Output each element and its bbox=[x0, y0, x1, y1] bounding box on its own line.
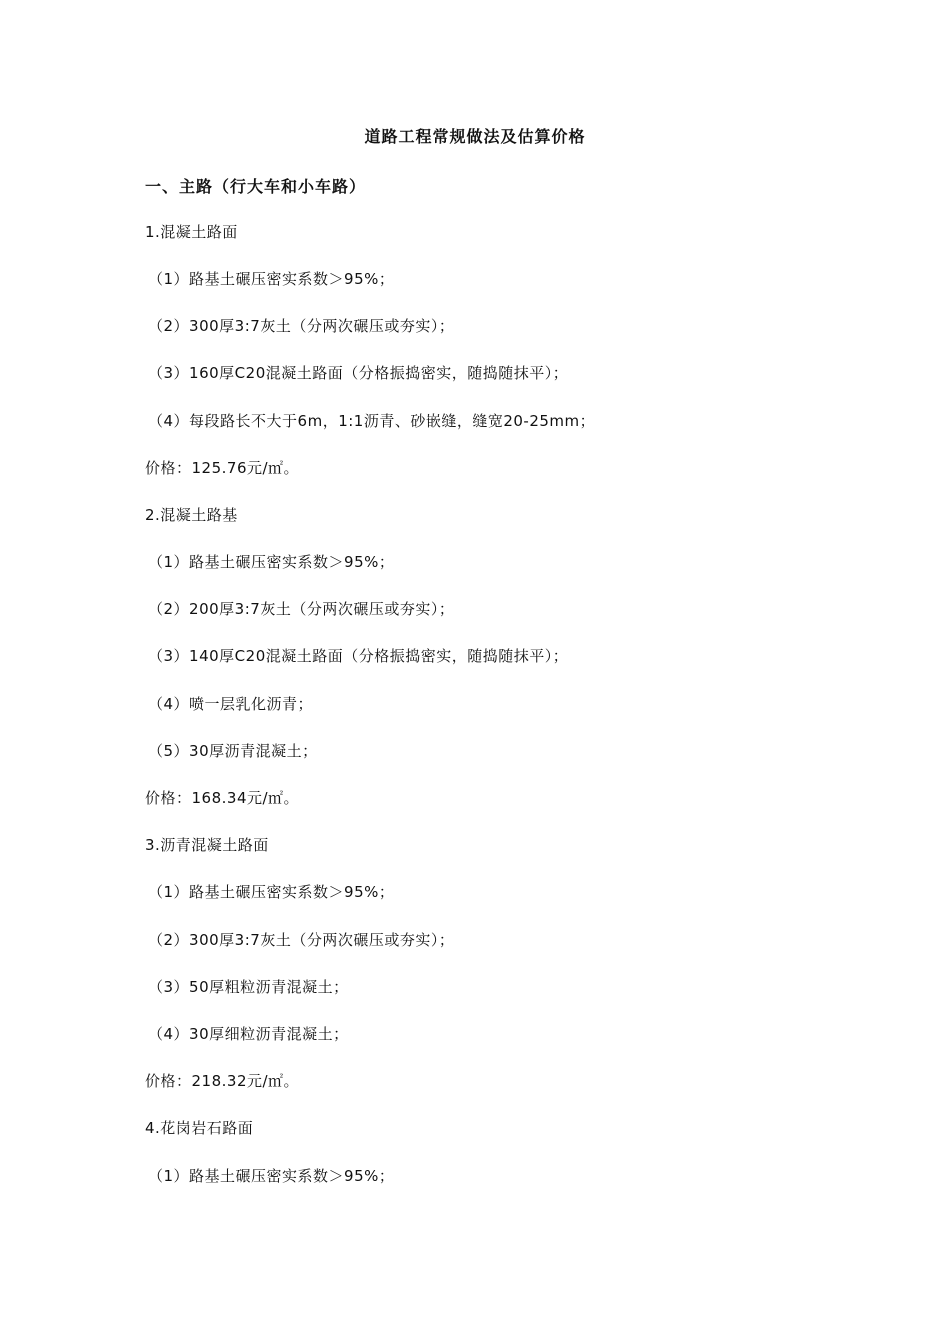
subsection-title: 1.混凝土路面 bbox=[145, 223, 238, 241]
price-line: 价格：218.32元/㎡。 bbox=[145, 1072, 300, 1090]
document-title: 道路工程常规做法及估算价格 bbox=[364, 127, 586, 146]
list-item: （3）160厚C20混凝土路面（分格振捣密实，随捣随抹平）； bbox=[148, 364, 569, 382]
price-line: 价格：168.34元/㎡。 bbox=[145, 789, 300, 807]
list-item: （5）30厚沥青混凝土； bbox=[148, 742, 318, 760]
section-heading: 一、主路（行大车和小车路） bbox=[145, 177, 367, 196]
list-item: （1）路基土碾压密实系数＞95%； bbox=[148, 883, 395, 901]
subsection-title: 2.混凝土路基 bbox=[145, 506, 238, 524]
list-item: （4）30厚细粒沥青混凝土； bbox=[148, 1025, 349, 1043]
list-item: （3）50厚粗粒沥青混凝土； bbox=[148, 978, 349, 996]
list-item: （1）路基土碾压密实系数＞95%； bbox=[148, 553, 395, 571]
list-item: （3）140厚C20混凝土路面（分格振捣密实，随捣随抹平）； bbox=[148, 647, 569, 665]
list-item: （2）200厚3:7灰土（分两次碾压或夯实）； bbox=[148, 600, 455, 618]
list-item: （1）路基土碾压密实系数＞95%； bbox=[148, 270, 395, 288]
list-item: （2）300厚3:7灰土（分两次碾压或夯实）； bbox=[148, 317, 455, 335]
list-item: （4）喷一层乳化沥青； bbox=[148, 695, 314, 713]
list-item: （4）每段路长不大于6m，1:1沥青、砂嵌缝，缝宽20-25mm； bbox=[148, 412, 596, 430]
price-line: 价格：125.76元/㎡。 bbox=[145, 459, 300, 477]
subsection-title: 3.沥青混凝土路面 bbox=[145, 836, 269, 854]
subsection-title: 4.花岗岩石路面 bbox=[145, 1119, 254, 1137]
list-item: （2）300厚3:7灰土（分两次碾压或夯实）； bbox=[148, 931, 455, 949]
list-item: （1）路基土碾压密实系数＞95%； bbox=[148, 1167, 395, 1185]
